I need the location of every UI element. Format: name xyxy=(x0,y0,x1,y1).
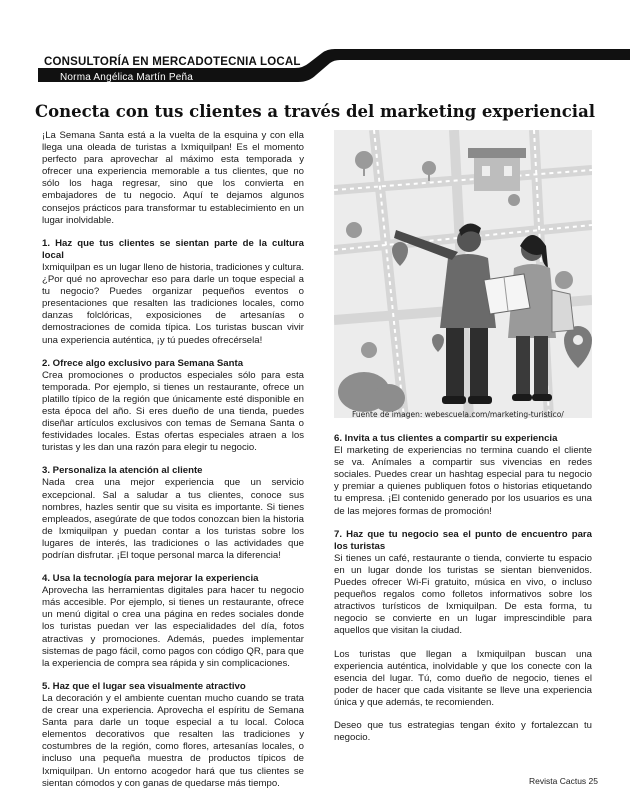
section-7 xyxy=(334,529,592,638)
section-heading: 6. Invita a tus clientes a compartir su experiencia xyxy=(334,433,558,444)
section-heading: 2. Ofrece algo exclusivo para Semana Santa xyxy=(42,357,244,369)
column-right xyxy=(334,433,592,755)
section-heading: 4. Usa la tecnología para mejorar la experiencia xyxy=(42,573,259,585)
closing-paragraph: Los turistas que llegan a Ixmiquilpan buscan una experiencia auténtica, inolvidable y que los conecte con la esencia del lugar. Tú, como dueño de negocio, tienes el poder de hacer que cada visitante se lleve una experiencia única y que además, te recomienden. xyxy=(334,648,592,708)
farewell-paragraph: Deseo que tus estrategias tengan éxito y fortalezcan tu negocio. xyxy=(334,719,592,744)
section-heading: 5. Haz que el lugar sea visualmente atractivo xyxy=(42,680,246,692)
section-3 xyxy=(42,465,304,562)
section-body: Ixmiquilpan es un lugar lleno de historia, tradiciones y cultura. ¿Por qué no aprovechar eso para darle un toque especial a tu negocio? Puedes organizar pequeños eventos o presentaciones que resalten las tradiciones locales, como danzas folclóricas, exposiciones de artesanías o demostraciones de comida típica. Los turistas buscan vivir una experiencia auténtica, ¡y tú puedes ofrecérsela! xyxy=(42,261,304,346)
section-body: Crea promociones o productos especiales sólo para esta temporada. Por ejemplo, si tienes un restaurante, ofrece un platillo típico de la región que únicamente esté disponible en esta época del año. Si eres dueño de una tienda, puedes diseñar artículos exclusivos con temas de Semana Santa o festividades locales. Estas ofertas especiales atraen a los turistas y les dan una razón para elegir tu negocio. xyxy=(42,369,304,454)
section-6 xyxy=(334,433,592,518)
intro-paragraph: ¡La Semana Santa está a la vuelta de la esquina y con ella llega una oleada de turistas a Ixmiquilpan! Es el momento perfecto para aprovechar al máximo esta temporada y ofrecer una experiencia memorable a tus clientes, que no sólo los haga regresar, sino que los convierta en embajadores de tu negocio. Aquí te dejamos algunos consejos prácticos para transformar tu establecimiento en un lugar inolvidable. xyxy=(42,130,304,226)
section-2 xyxy=(42,358,304,455)
image-caption: Fuente de imagen: webescuela.com/marketing-turistico/ xyxy=(352,410,564,419)
section-title: CONSULTORÍA EN MERCADOTECNIA LOCAL xyxy=(44,56,301,68)
illustration-svg xyxy=(334,130,592,418)
section-body: Si tienes un café, restaurante o tienda, convierte tu espacio en un lugar donde los turistas se sientan bienvenidos. Puedes ofrecer Wi-Fi gratuito, música en vivo, o incluso pequeños regalos como folletos informativos sobre los atractivos turísticos de Ixmiquilpan. De esta forma, tu negocio se convierte en un lugar imprescindible para aquellos que visitan la ciudad. xyxy=(334,552,592,637)
section-5 xyxy=(42,681,304,790)
column-left xyxy=(42,130,304,801)
page-footer: Revista Cactus 25 xyxy=(529,776,598,786)
article-title: Conecta con tus clientes a través del marketing experiencial xyxy=(34,102,596,121)
section-1 xyxy=(42,238,304,347)
section-4 xyxy=(42,573,304,670)
section-body: Aprovecha las herramientas digitales para hacer tu negocio más accesible. Por ejemplo, si tienes un restaurante, ofrece un menú digital o crea una página en redes sociales donde los turistas puedan ver las especialidades del día, fotos atractivas y promociones. Además, puedes implementar sistemas de pago fácil, como pagos con código QR, para que la experiencia de compra sea rápida y sin complicaciones. xyxy=(42,585,304,669)
section-heading: 7. Haz que tu negocio sea el punto de encuentro para los turistas xyxy=(334,528,592,552)
section-body: Nada crea una mejor experiencia que un servicio excepcional. Sal a saludar a tus clientes, conoce sus nombres, hazles sentir que su visita es importante. Si tienes empleados, asegúrate de que todos conozcan bien la historia de Ixmiquilpan y puedan contar a los turistas sobre los lugares de interés, las tradiciones o las actividades que podrían disfrutar. ¡El toque personal marca la diferencia! xyxy=(42,477,304,561)
section-body: La decoración y el ambiente cuentan mucho cuando se trata de crear una experiencia. Aprovecha el espíritu de Semana Santa para darle un toque especial a tu local. Coloca elementos decorativos que resalten las tradiciones y costumbres de la región, como flores, artesanías locales, o incluso una pequeña muestra de productos típicos de Ixmiquilpan. Un entorno acogedor hará que tus clientes se sientan cómodos y con ganas de quedarse más tiempo. xyxy=(42,692,304,789)
header-band xyxy=(0,0,630,100)
author-name: Norma Angélica Martín Peña xyxy=(60,72,194,83)
section-body: El marketing de experiencias no termina cuando el cliente se va. Anímales a compartir sus vivencias en redes sociales. Puedes crear un hashtag especial para tu negocio y premiar a quienes publiquen fotos o historias etiquetando tu empresa. ¡El contenido generado por los usuarios es una de las mejores formas de promoción! xyxy=(334,445,592,517)
section-heading: 3. Personaliza la atención al cliente xyxy=(42,465,203,477)
section-heading: 1. Haz que tus clientes se sientan parte de la cultura local xyxy=(42,237,304,261)
tourists-with-map-illustration xyxy=(334,130,592,418)
